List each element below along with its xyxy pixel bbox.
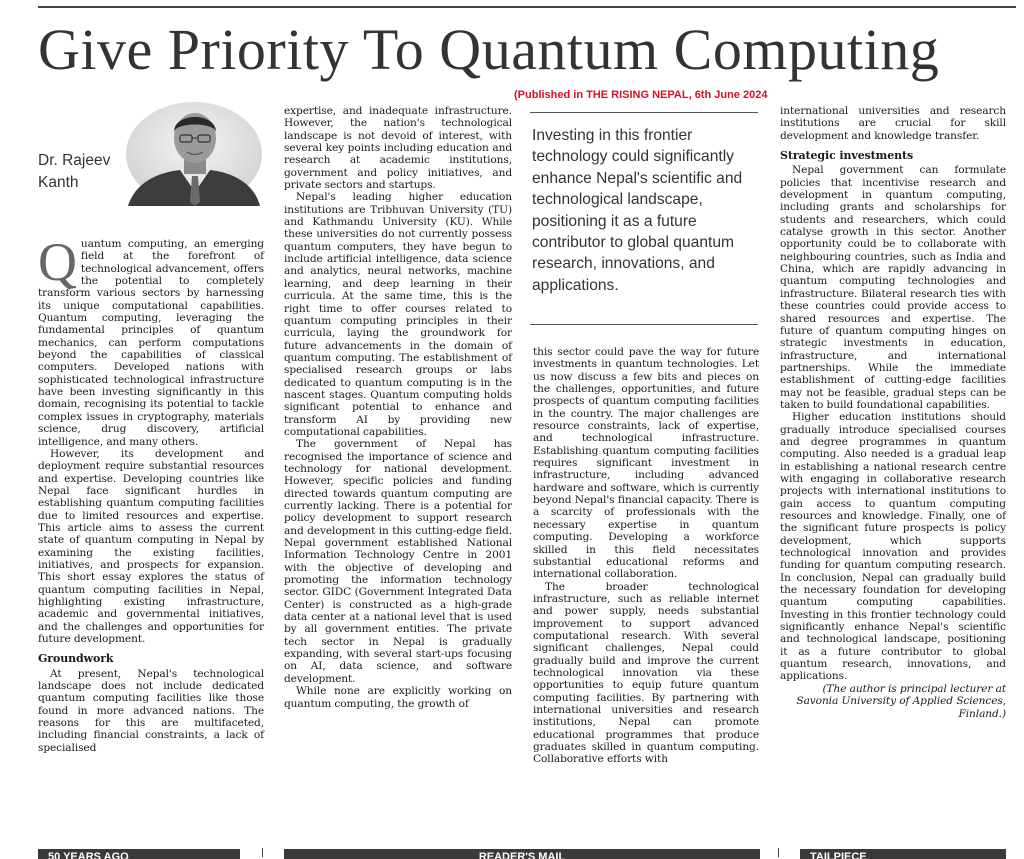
- author-name-line1: Dr. Rajeev: [38, 152, 111, 169]
- pull-quote-rule-top: [530, 112, 758, 113]
- published-note: (Published in THE RISING NEPAL, 6th June 2024: [514, 89, 768, 101]
- pull-quote-rule-bottom: [530, 324, 758, 325]
- article-column-4: [780, 105, 1006, 720]
- drop-cap: Q: [38, 232, 77, 292]
- author-signoff: (The author is principal lecturer at Savonia University of Applied Sciences, Finland.): [796, 682, 1006, 720]
- paragraph: Higher education institutions should gradually introduce specialised courses and degree programmes in quantum computing. Also needed is a gradual leap in establishing a national research centre with engaging in collaborative research projects with international institutions to gain access to quantum computing resources and knowledge. Finally, one of the significant future prospects is policy development, which supports technological innovation and provides funding for quantum computing research. In conclusion, Nepal can gradually build the necessary foundation for developing quantum computing capabilities. Investing in this frontier technology could significantly enhance Nepal's scientific and technological landscape, positioning it as a future contributor to global quantum research, innovations, and applications.: [780, 411, 1006, 683]
- pull-quote: Investing in this frontier technology could significantly enhance Nepal's scientific and technological landscape, positioning it as a future contributor to global quantum research, innovations, and applications.: [532, 127, 743, 294]
- paragraph: Nepal's leading higher education institutions are Tribhuvan University (TU) and Kathmandu University (KU). While these universities do not currently possess quantum computers, they have begun to include artificial intelligence, data science and analytics, neural networks, machine learning, and deep learning in their curricula. At the same time, this is the right time to offer courses related to quantum computing principles in their curricula, laying the groundwork for future advancements in the domain of quantum computing. The establishment of specialised research groups or labs dedicated to quantum computing is in the nascent stages. Quantum computing holds significant potential to enhance and transform AI by providing new computational capabilities.: [284, 191, 512, 438]
- top-rule: [38, 6, 1016, 8]
- paragraph: Nepal government can formulate policies that incentivise research and development in quantum computing, including grants and scholarships for students and researchers, which could catalyse growth in this sector. Another opportunity could be to collaborate with neighbouring countries, such as India and China, which are rapidly advancing in quantum computing technologies and infrastructure. Bilateral research ties with these countries could provide access to shared resources and expertise. The future of quantum computing hinges on strategic investments in education, infrastructure, and international partnerships. While the immediate establishment of cutting-edge facilities may not be feasible, gradual steps can be taken to build foundational capabilities.: [780, 164, 1006, 411]
- bottom-section-strip: [0, 845, 1024, 857]
- paragraph: At present, Nepal's technological landscape does not include dedicated quantum computing facilities like those found in more advanced nations. The reasons for this are multifaceted, including financial constraints, a lack of specialised: [38, 667, 264, 754]
- subheading-strategic-investments: Strategic investments: [780, 149, 914, 163]
- article-column-2: [284, 105, 512, 710]
- article-column-3: [533, 346, 759, 766]
- paragraph: expertise, and inadequate infrastructure. However, the nation's technological landscape is not devoid of interest, with several key points including education and research at academic institutions, government and policy initiatives, and private sectors and startups.: [284, 105, 512, 192]
- divider-tick: [778, 848, 779, 857]
- section-tab-tailpiece: TAILPIECE: [800, 849, 1006, 859]
- paragraph: The broader technological infrastructure, such as reliable internet and power supply, needs substantial improvement to support advanced computational research. With several significant challenges, Nepal could gradually build and improve the current technological innovation via these opportunities to equip future quantum computing facilities. By partnering with international universities and research institutions, Nepal can promote educational programmes that produce graduates skilled in quantum computing. Collaborative efforts with: [533, 580, 759, 766]
- divider-tick: [262, 848, 263, 857]
- author-name: [38, 150, 118, 194]
- author-block: [38, 102, 264, 210]
- paragraph: Quantum computing, an emerging field at the forefront of technological advancement, offers the potential to completely transform various sectors by harnessing its unique computational capabilities. Quantum computing, leveraging the fundamental principles of quantum mechanics, can perform computations beyond the capabilities of classical computers. Developed nations with sophisticated technological infrastructure have been investing significantly in this domain, recognising its potential to tackle complex issues in cryptography, materials science, drug discovery, artificial intelligence, and many others.: [38, 232, 264, 448]
- paragraph: The government of Nepal has recognised the importance of science and technology for national development. However, specific policies and funding directed towards quantum computing are currently lacking. There is a potential for policy development to support research and development in this cutting-edge field. Nepal government established National Information Technology Centre in 2001 with the objective of developing and promoting the information technology sector. GIDC (Government Integrated Data Center) is constructed as a high-grade data center at a national level that is used by all government entities. The private tech sector in Nepal is gradually expanding, with several start-ups focusing on AI, data science, and software development.: [284, 438, 512, 685]
- author-photo: [114, 102, 262, 206]
- paragraph: international universities and research institutions are crucial for skill development and knowledge transfer.: [780, 105, 1006, 142]
- author-name-line2: Kanth: [38, 174, 79, 191]
- headline: Give Priority To Quantum Computing: [38, 17, 940, 82]
- section-tab-readers-mail: READER'S MAIL: [284, 849, 760, 859]
- paragraph: While none are explicitly working on quantum computing, the growth of: [284, 685, 512, 710]
- section-tab-50-years-ago: 50 YEARS AGO: [38, 849, 240, 859]
- article-column-1: [38, 232, 264, 754]
- paragraph: this sector could pave the way for future investments in quantum technologies. Let us now discuss a few bits and pieces on the challenges, opportunities, and future prospects of quantum computing facilities in the country. The major challenges are resource constraints, lack of expertise, and technological infrastructure. Establishing quantum computing facilities requires significant investment in infrastructure, including advanced hardware and software, which is currently beyond Nepal's financial capacity. There is a scarcity of professionals with the necessary expertise in quantum computing. Developing a workforce skilled in this field necessitates substantial educational reforms and international collaboration.: [533, 346, 759, 581]
- subheading-groundwork: Groundwork: [38, 652, 114, 666]
- paragraph: However, its development and deployment require substantial resources and expertise. Developing countries like Nepal face significant hurdles in establishing quantum computing facilities due to limited resources and expertise. This article aims to assess the current state of quantum computing in Nepal by examining the existing facilities, initiatives, and prospects for expansion. This short essay explores the status of quantum computing facilities in Nepal, highlighting existing infrastructure, academic and governmental initiatives, and the challenges and opportunities for future development.: [38, 447, 264, 645]
